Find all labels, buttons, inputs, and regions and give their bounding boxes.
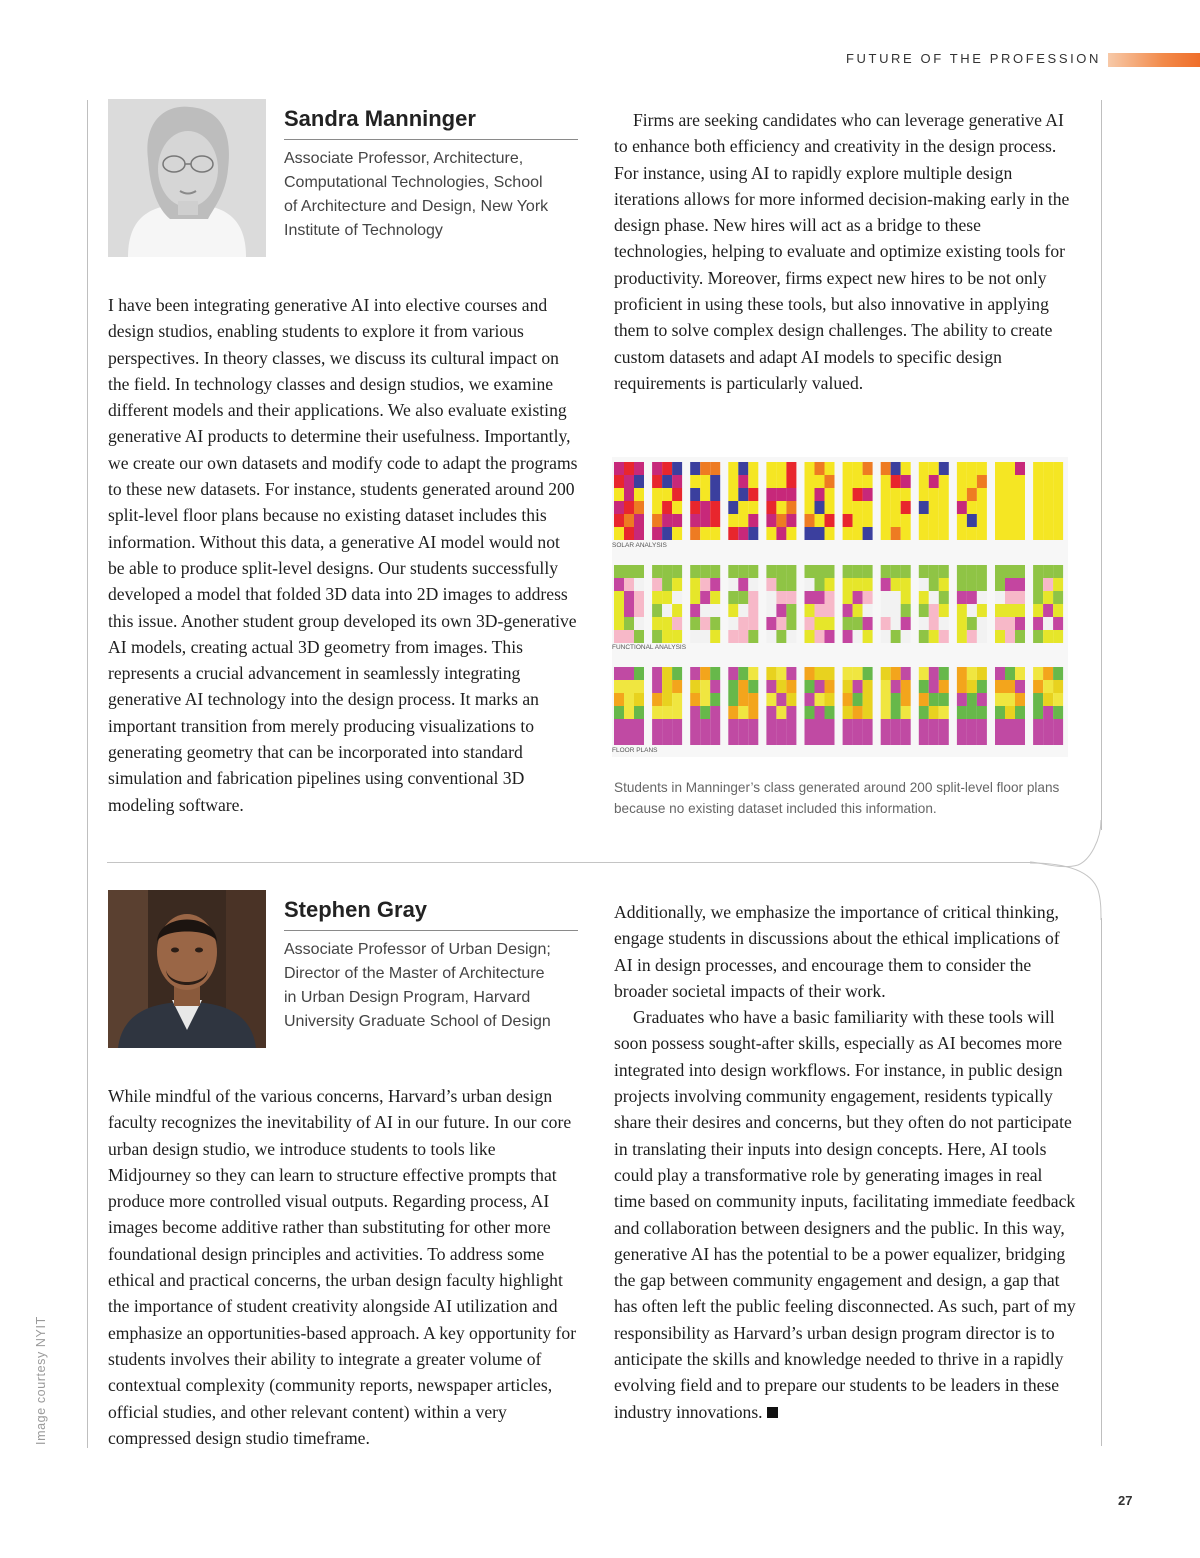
plan-thumbnail <box>1033 462 1063 540</box>
fig-label-solar: SOLAR ANALYSIS <box>612 542 667 549</box>
plan-thumbnail <box>919 462 949 540</box>
plan-thumbnail <box>957 667 987 745</box>
plan-thumbnail <box>690 462 720 540</box>
body-text-right-2: Additionally, we emphasize the importance of critical thinking, engage students in discussions about the ethical implications of AI in design processes, and encourage them to consider the broader societal impacts of their work. Graduates who have a basic familiarity with these tools will soon possess sought-after skills, especially as AI becomes more integrated into design workflows. For instance, in public design projects involving community engagement, residents typically share their desires and concerns, but they often do not participate in translating their inputs into design concepts. Here, AI tools could play a transformative role by generating images in real time based on community inputs, facilitating immediate feedback and collaboration between designers and the public. In this way, generative AI has the potential to be a power equalizer, bridging the gap between community engagement and design, a gap that has often left the public feeling disconnected. As such, part of my responsibility as Harvard’s urban design program director is to anticipate the skills and knowledge needed to thrive in a rapidly evolving field and to prepare our students to be leaders in these industry innovations. <box>614 902 1076 1422</box>
right-column-rule-bottom <box>1101 918 1102 1446</box>
plan-thumbnail <box>957 565 987 643</box>
profile-name: Sandra Manninger <box>284 106 476 131</box>
plan-thumbnail <box>1033 667 1063 745</box>
accent-bar <box>1108 53 1200 67</box>
plan-thumbnail <box>614 462 644 540</box>
body-text-left-2: While mindful of the various concerns, Harvard’s urban design faculty recognizes the inevitability of AI in our future. In our core urban design studio, we introduce students to tools like Midjourney so they can learn to structure effective prompts that produce more controlled visual outputs. Regarding process, AI images become additive rather than substituting for other more foundational design principles and activities. To address some ethical and practical concerns, the urban design faculty highlight the importance of student creativity alongside AI utilization and emphasize an opportunities-based approach. A key opportunity for students involves their ability to integrate a greater volume of contextual complexity (community reports, newspaper articles, official studies, and other relevant content) within a very compressed design studio timeframe. <box>108 1086 577 1448</box>
plan-thumbnail <box>881 667 911 745</box>
right-column-rule-top <box>1101 100 1102 830</box>
plan-thumbnail <box>805 462 835 540</box>
section-label: FUTURE OF THE PROFESSION <box>846 51 1102 66</box>
plan-thumbnail <box>766 667 796 745</box>
section-divider <box>107 862 1032 863</box>
plan-thumbnail <box>805 667 835 745</box>
plan-thumbnail <box>957 462 987 540</box>
plan-thumbnail <box>843 565 873 643</box>
name-rule <box>284 930 578 931</box>
avatar-sandra-manninger <box>108 99 266 257</box>
plan-thumbnail <box>652 565 682 643</box>
plan-thumbnail <box>843 667 873 745</box>
name-rule <box>284 139 578 140</box>
profile-role: Associate Professor of Urban Design; Director of the Master of Architecture in Urban Design Program, Harvard University Graduate School of Design <box>284 941 551 1030</box>
left-column-rule <box>87 100 88 1448</box>
body-text-left-1: I have been integrating generative AI into elective courses and design studios, enabling students to explore it from various perspectives. In theory classes, we discuss its cultural impact on the field. In technology classes and design studios, we examine different models and their applications. We also evaluate existing generative AI products to determine their usefulness. Importantly, we create our own datasets and modify code to adapt the programs to these new datasets. For instance, students generated around 200 split-level floor plans because no existing dataset includes this information. Without this data, a generative AI model would not be able to produce split-level designs. Our students successfully developed a model that folded 3D data into 2D images to address this issue. Another student group developed its own 3D-generative AI models, creating actual 3D geometry from images. This represents a crucial advancement in seamlessly integrating generative AI technology into the design process. It marks an important transition from merely producing visualizations to generating geometry that can be incorporated into standard simulation and fabrication pipelines using conventional 3D modeling software. <box>108 295 578 815</box>
plan-thumbnail <box>652 462 682 540</box>
plan-thumbnail <box>805 565 835 643</box>
plan-thumbnail <box>1033 565 1063 643</box>
plan-thumbnail <box>728 462 758 540</box>
plan-thumbnail <box>728 565 758 643</box>
fig-label-floor-plans: FLOOR PLANS <box>612 747 658 754</box>
profile-role: Associate Professor, Architecture, Computational Technologies, School of Architecture and Design, New York Institute of Technology <box>284 150 549 239</box>
plan-thumbnail <box>614 565 644 643</box>
plan-thumbnail <box>766 565 796 643</box>
plan-thumbnail <box>919 565 949 643</box>
image-credit: Image courtesy NYIT <box>34 1316 48 1445</box>
plan-thumbnail <box>690 667 720 745</box>
plan-thumbnail <box>652 667 682 745</box>
plan-thumbnail <box>881 565 911 643</box>
plan-thumbnail <box>995 565 1025 643</box>
profile-name: Stephen Gray <box>284 897 428 922</box>
plan-thumbnail <box>919 667 949 745</box>
plan-thumbnail <box>690 565 720 643</box>
plan-thumbnail <box>995 667 1025 745</box>
plan-thumbnail <box>995 462 1025 540</box>
figure-caption: Students in Manninger’s class generated around 200 split-level floor plans because no existing dataset included this information. <box>614 780 1060 816</box>
plan-thumbnail <box>728 667 758 745</box>
end-mark <box>767 1407 778 1418</box>
body-text-right-1: Firms are seeking candidates who can leverage generative AI to enhance both efficiency and creativity in the design process. For instance, using AI to rapidly explore multiple design iterations allows for more informed decision-making early in the design phase. New hires will act as a bridge to these technologies, helping to evaluate and optimize existing tools for productivity. Moreover, firms expect new hires to be not only proficient in using these tools, but also innovative in applying them to solve complex design challenges. The ability to create custom datasets and adapt AI models to specific design requirements is particularly valued. <box>614 110 1070 393</box>
plan-thumbnail <box>614 667 644 745</box>
plan-thumbnail <box>881 462 911 540</box>
avatar-stephen-gray <box>108 890 266 1048</box>
plan-thumbnail <box>766 462 796 540</box>
fig-label-functional: FUNCTIONAL ANALYSIS <box>612 644 687 651</box>
page-number: 27 <box>1118 1493 1133 1508</box>
floor-plan-figure <box>612 457 1068 757</box>
plan-thumbnail <box>843 462 873 540</box>
